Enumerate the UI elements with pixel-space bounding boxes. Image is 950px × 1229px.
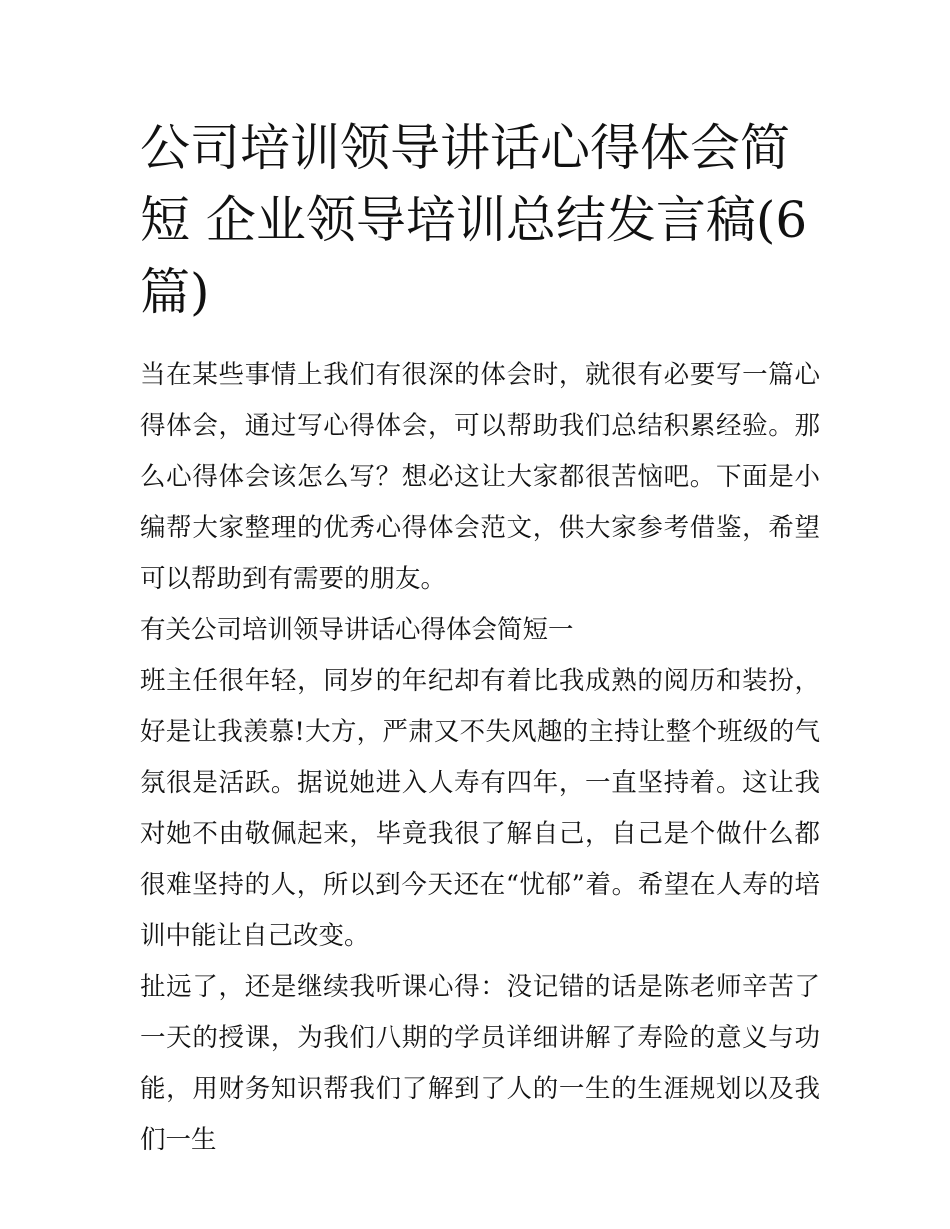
document-body — [140, 350, 820, 1166]
document-title: 公司培训领导讲话心得体会简短 企业领导培训总结发言稿(6篇) — [140, 119, 808, 321]
section-heading: 有关公司培训领导讲话心得体会简短一 — [140, 615, 574, 645]
intro-paragraph: 当在某些事情上我们有很深的体会时，就很有必要写一篇心得体会，通过写心得体会，可以帮助我们总结积累经验。那么心得体会该怎么写？想必这让大家都很苦恼吧。下面是小编帮大家整理的优秀心得体会范文，供大家参考借鉴，希望可以帮助到有需要的朋友。 — [140, 360, 820, 594]
body-paragraph-2: 扯远了，还是继续我听课心得：没记错的话是陈老师辛苦了一天的授课，为我们八期的学员详细讲解了寿险的意义与功能，用财务知识帮我们了解到了人的一生的生涯规划以及我们一生 — [140, 972, 820, 1155]
body-paragraph-1: 班主任很年轻，同岁的年纪却有着比我成熟的阅历和装扮，好是让我羡慕!大方，严肃又不失风趣的主持让整个班级的气氛很是活跃。据说她进入人寿有四年，一直坚持着。这让我对她不由敬佩起来，毕竟我很了解自己，自己是个做什么都很难坚持的人，所以到今天还在“忧郁”着。希望在人寿的培训中能让自己改变。 — [140, 666, 820, 951]
document-page — [140, 112, 820, 1166]
